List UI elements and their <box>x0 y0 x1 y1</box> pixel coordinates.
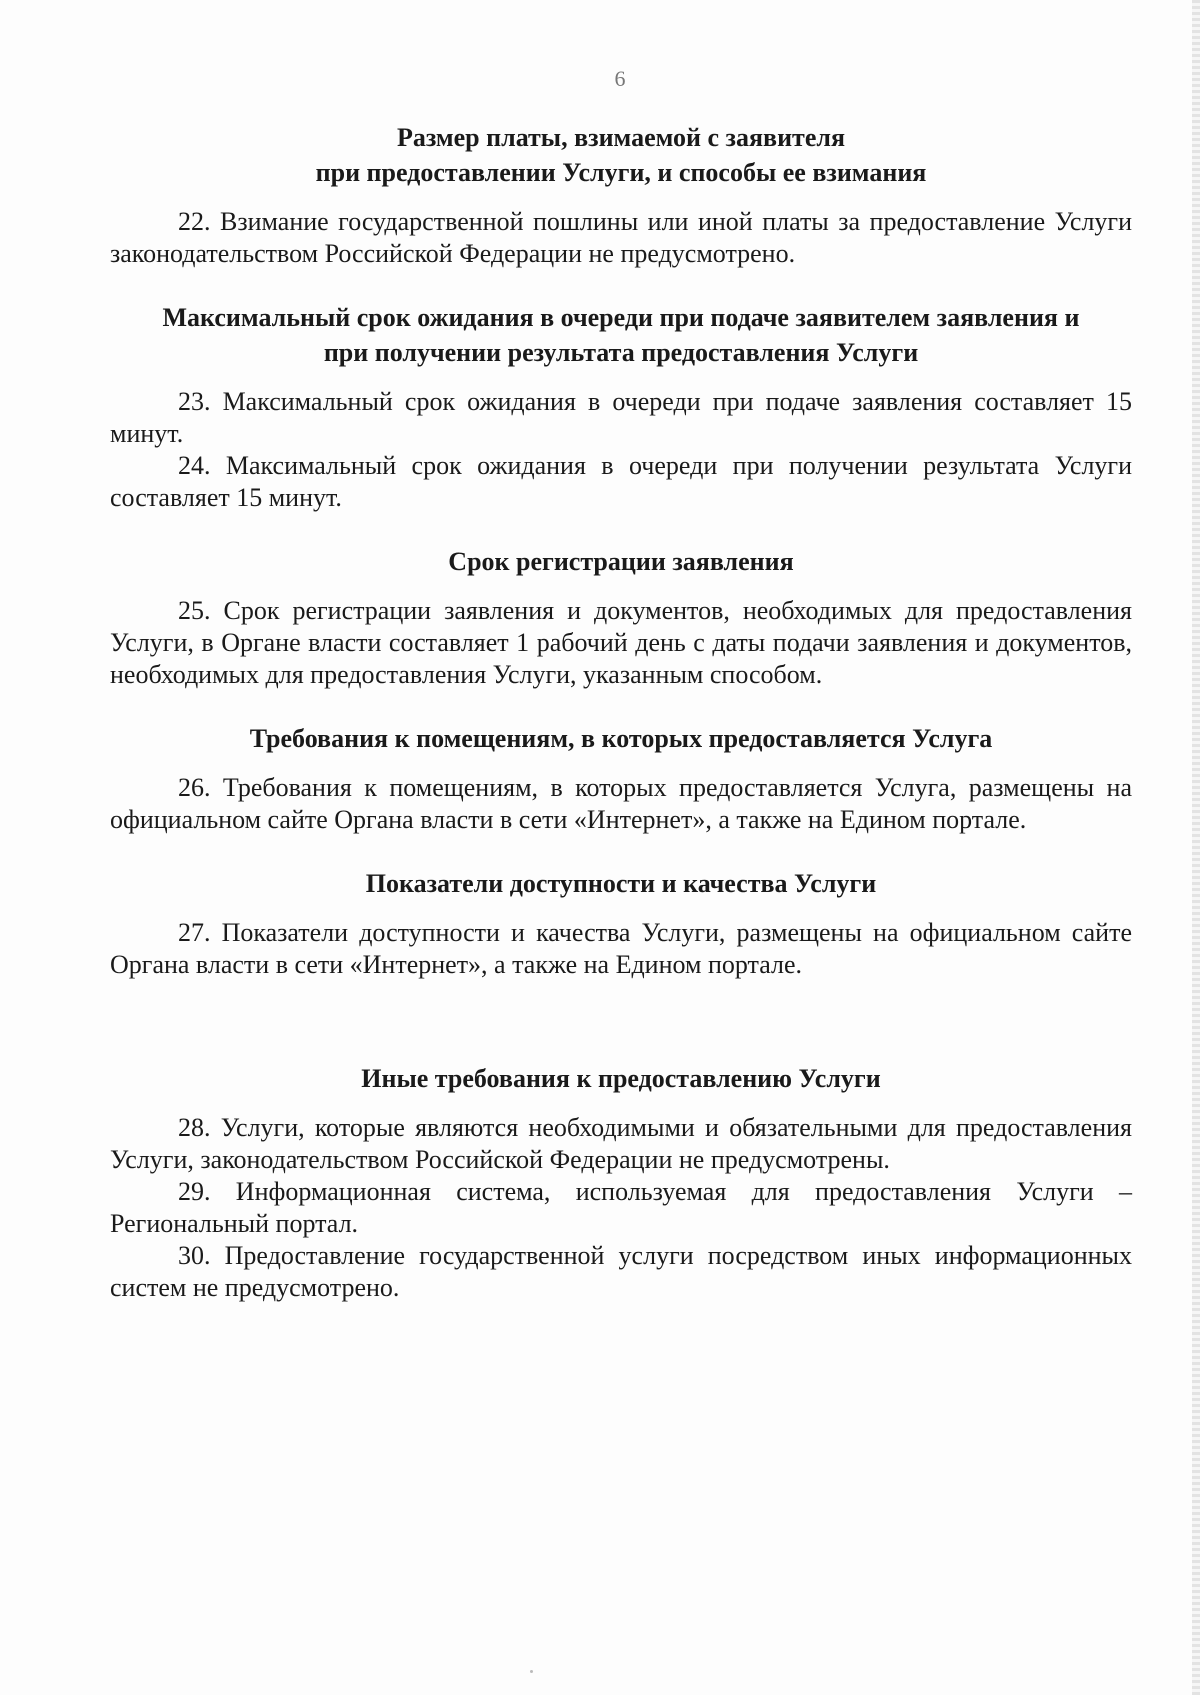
heading-line: Максимальный срок ожидания в очереди при подаче заявителем заявления и <box>162 303 1080 332</box>
section-heading <box>110 1061 1132 1096</box>
page-number: 6 <box>614 66 626 91</box>
paragraph-22: 22. Взимание государственной пошлины или иной платы за предоставление Услуги законодательством Российской Федерации не предусмотрено. <box>110 207 1132 268</box>
paragraph-27: 27. Показатели доступности и качества Услуги, размещены на официальном сайте Органа власти в сети «Интернет», а также на Едином портале. <box>110 918 1132 979</box>
section-heading <box>110 300 1132 370</box>
paragraph-28: 28. Услуги, которые являются необходимыми и обязательными для предоставления Услуги, законодательством Российской Федерации не предусмотрены. <box>110 1113 1132 1174</box>
paragraph-25: 25. Срок регистрации заявления и документов, необходимых для предоставления Услуги, в Органе власти составляет 1 рабочий день с даты подачи заявления и документов, необходимых для предоставления Услуги, указанным способом. <box>110 596 1132 689</box>
paragraph-26: 26. Требования к помещениям, в которых предоставляется Услуга, размещены на официальном сайте Органа власти в сети «Интернет», а также на Едином портале. <box>110 773 1132 834</box>
heading-line: Требования к помещениям, в которых предоставляется Услуга <box>249 724 993 753</box>
section-queue-time <box>110 300 1132 514</box>
heading-line: Иные требования к предоставлению Услуги <box>361 1064 881 1093</box>
paragraph-30: 30. Предоставление государственной услуги посредством иных информационных систем не предусмотрено. <box>110 1241 1132 1302</box>
section-other-requirements <box>110 1061 1132 1304</box>
heading-line: при предоставлении Услуги, и способы ее взимания <box>315 158 927 187</box>
heading-line: Срок регистрации заявления <box>448 547 794 576</box>
section-heading <box>110 866 1132 901</box>
section-heading <box>110 721 1132 756</box>
section-fee <box>110 120 1132 270</box>
paragraph-29: 29. Информационная система, используемая для предоставления Услуги – Региональный портал. <box>110 1177 1132 1238</box>
heading-line: при получении результата предоставления Услуги <box>323 338 919 367</box>
section-registration <box>110 544 1132 691</box>
document-body <box>110 120 1132 1304</box>
section-heading <box>110 120 1132 190</box>
section-premises <box>110 721 1132 836</box>
scan-edge-artifact <box>1192 0 1200 1695</box>
paragraph-24: 24. Максимальный срок ожидания в очереди при получении результата Услуги составляет 15 минут. <box>110 451 1132 512</box>
heading-line: Показатели доступности и качества Услуги <box>365 869 877 898</box>
paragraph-23: 23. Максимальный срок ожидания в очереди при подаче заявления составляет 15 минут. <box>110 387 1132 448</box>
scan-speck <box>530 1670 533 1673</box>
section-heading <box>110 544 1132 579</box>
section-quality <box>110 866 1132 981</box>
heading-line: Размер платы, взимаемой с заявителя <box>396 123 846 152</box>
